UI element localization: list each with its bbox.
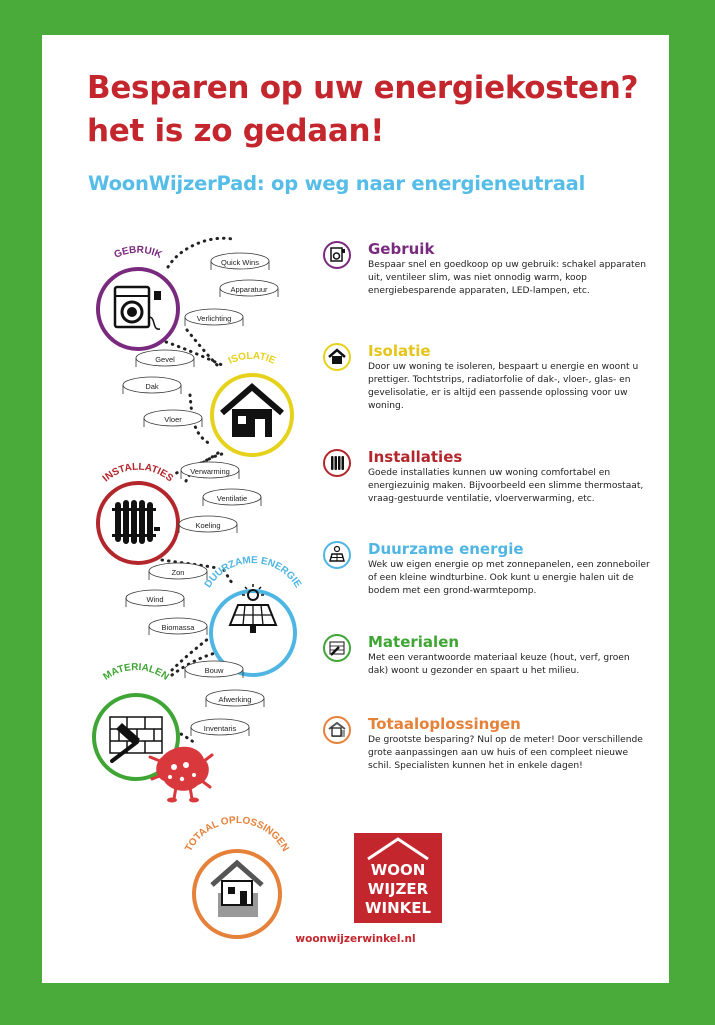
svg-text:TOTAAL OPLOSSINGEN: [183, 815, 290, 854]
cylinder-bouw: Bouw: [204, 666, 224, 675]
cylinder-vloer: Vloer: [164, 415, 182, 424]
cylinder-quick-wins: Quick Wins: [221, 258, 259, 267]
path-step-gebruik: [98, 245, 278, 349]
path-step-installaties: [98, 462, 261, 563]
installaties-icon: [322, 448, 352, 478]
section-text-isolatie: Door uw woning te isoleren, bespaart u energie en woont u prettiger. Tochtstrips, radiatorfolie of dak-, vloer-, glas- en gevelisolatie, er is altijd een passende oplossing voor uw woning.: [368, 362, 639, 411]
section-title-materialen: Materialen: [368, 633, 460, 651]
section-title-duurzame-energie: Duurzame energie: [368, 540, 524, 558]
cylinder-apparatuur: Apparatuur: [230, 285, 268, 294]
svg-text:ISOLATIE: [227, 351, 278, 367]
logo-line-1: WOON: [370, 861, 426, 879]
radiator-icon: [112, 500, 160, 544]
step-label-isolatie: ISOLATIE: [226, 350, 278, 367]
woonwijzerwinkel-logo: [354, 833, 442, 923]
logo-line-2: WIJZER: [367, 880, 429, 898]
logo-line-3: WINKEL: [364, 899, 432, 917]
step-label-gebruik: GEBRUIK: [112, 244, 164, 261]
path-step-isolatie: [123, 350, 292, 455]
cylinder-inventaris: Inventaris: [203, 724, 237, 733]
cylinder-koeling: Koeling: [195, 521, 221, 530]
cylinder-wind: Wind: [146, 595, 164, 604]
section-materialen: [322, 633, 652, 678]
section-totaaloplossingen: [322, 715, 652, 773]
section-text-duurzame-energie: Wek uw eigen energie op met zonnepanelen, een zonneboiler of een kleine windturbine. Ook kunt u energie halen uit de bodem met een grond-warmtepomp.: [368, 560, 650, 596]
step-label-duurzaam: DUURZAME ENERGIE: [202, 554, 304, 590]
cylinder-verlichting: Verlichting: [196, 314, 232, 323]
cylinder-ventilatie: Ventilatie: [216, 494, 248, 503]
materialen-icon: [322, 633, 352, 663]
section-title-totaaloplossingen: Totaaloplossingen: [368, 715, 521, 733]
title-line-2: het is zo gedaan!: [87, 113, 385, 149]
section-gebruik: [322, 240, 652, 298]
cylinder-zon: Zon: [171, 568, 185, 577]
section-duurzame-energie: [322, 540, 652, 598]
title-line-1: Besparen op uw energiekosten?: [87, 70, 639, 106]
path-step-totaal-oplossingen: [183, 815, 290, 937]
svg-text:MATERIALEN: [101, 662, 170, 683]
cylinder-gevel: Gevel: [155, 355, 175, 364]
isolatie-icon: [322, 342, 352, 372]
section-isolatie: [322, 342, 652, 413]
step-label-totaal: TOTAAL OPLOSSINGEN: [183, 814, 291, 854]
footer-url[interactable]: woonwijzerwinkel.nl: [295, 933, 416, 945]
page-subtitle: WoonWijzerPad: op weg naar energieneutraal: [88, 172, 586, 195]
section-text-installaties: Goede installaties kunnen uw woning comfortabel en energiezuinig maken. Bijvoorbeeld een slimme thermostaat, vraag-gestuurde ventilatie, vloerverwarming, etc.: [368, 468, 644, 504]
cylinder-dak: Dak: [145, 382, 159, 391]
section-installaties: [322, 448, 652, 506]
section-title-gebruik: Gebruik: [368, 240, 435, 258]
step-label-installaties: INSTALLATIES: [100, 461, 176, 485]
cylinder-verwarming: Verwarming: [190, 467, 230, 476]
cylinder-afwerking: Afwerking: [218, 695, 252, 704]
section-text-gebruik: Bespaar snel en goedkoop op uw gebruik: schakel apparaten uit, ventileer slim, was niet onnodig warm, koop energiebesparende apparaten, LED-lampen, etc.: [368, 260, 646, 296]
totaaloplossingen-icon: [322, 715, 352, 745]
duurzame-energie-icon: [322, 540, 352, 570]
path-step-duurzame-energie: [126, 555, 303, 675]
section-text-materialen: Met een verantwoorde materiaal keuze (hout, verf, groen dak) woont u gezonder en spaart u het milieu.: [368, 653, 630, 676]
poster: [42, 35, 669, 983]
section-title-isolatie: Isolatie: [368, 342, 431, 360]
gebruik-icon: [322, 240, 352, 270]
section-title-installaties: Installaties: [368, 448, 463, 466]
cylinder-biomassa: Biomassa: [161, 623, 195, 632]
section-text-totaaloplossingen: De grootste besparing? Nul op de meter! Door verschillende grote aanpassingen aan uw huis of een compleet nieuwe schil. Specialisten kunnen het in enkele dagen!: [368, 735, 643, 771]
step-label-materialen: MATERIALEN: [101, 661, 171, 683]
svg-text:GEBRUIK: [113, 245, 165, 261]
